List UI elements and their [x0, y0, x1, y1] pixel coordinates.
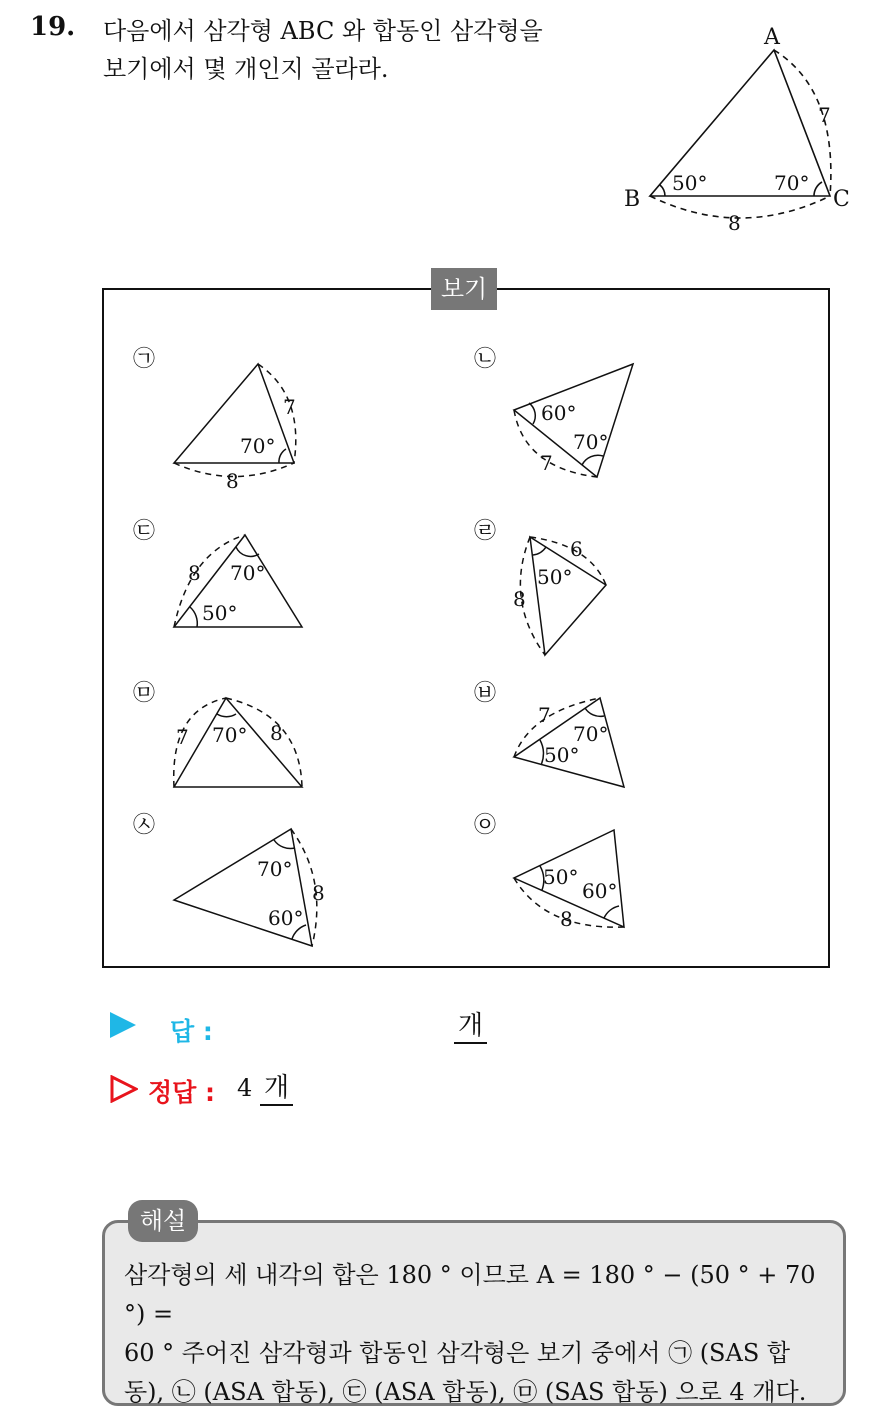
angle-arc	[274, 840, 295, 849]
c3-angle2: 50°	[202, 601, 238, 625]
side-ac-label: 7	[818, 103, 831, 127]
c4-side1: 6	[570, 537, 583, 561]
question-line-2: 보기에서 몇 개인지 골라라.	[103, 55, 389, 83]
angle-arc	[585, 708, 604, 716]
choice-label-4: ㉣	[474, 519, 497, 544]
explanation-text	[124, 1256, 824, 1412]
question-number: 19.	[30, 12, 76, 42]
explanation-line-1: 삼각형의 세 내각의 합은 180 ° 이므로 A = 180 ° − (50 ° + 70 °) =	[124, 1261, 816, 1328]
answer-unit: 개	[454, 1010, 487, 1044]
c6-angle1: 70°	[573, 722, 609, 746]
c8-angle2: 60°	[582, 879, 618, 903]
angle-arc	[533, 547, 546, 555]
c7-angle2: 60°	[268, 906, 304, 930]
side-bc-label: 8	[728, 211, 741, 235]
c8-side1: 8	[560, 907, 573, 931]
choice-label-5: ㉤	[133, 681, 156, 706]
question-line-1: 다음에서 삼각형 ABC 와 합동인 삼각형을	[103, 17, 543, 45]
correct-unit: 개	[260, 1072, 293, 1106]
triangle-choice-4	[530, 537, 606, 655]
c1-side1: 7	[283, 395, 296, 419]
c1-angle1: 70°	[240, 434, 276, 458]
angle-arc	[217, 714, 236, 717]
c5-angle1: 70°	[212, 723, 248, 747]
angle-b-label: 50°	[672, 171, 708, 195]
c7-angle1: 70°	[257, 857, 293, 881]
correct-value: 4	[237, 1074, 253, 1102]
explanation-line-3: 동), ㉡ (ASA 합동), ㉢ (ASA 합동), ㉤ (SAS 합동) 으로 4 개다.	[124, 1378, 807, 1406]
angle-arc	[190, 607, 197, 627]
choice-label-7: ㉦	[133, 813, 156, 838]
c3-side1: 8	[188, 561, 201, 585]
c2-angle1: 60°	[541, 401, 577, 425]
vertex-c-label: C	[833, 187, 850, 212]
angle-arc	[529, 403, 535, 424]
c5-side1: 7	[176, 725, 189, 749]
angle-arc	[604, 906, 619, 918]
c3-angle1: 70°	[230, 561, 266, 585]
angle-arc	[279, 449, 286, 463]
vertex-a-label: A	[764, 25, 780, 50]
angle-arc	[582, 455, 603, 465]
c2-angle2: 70°	[573, 430, 609, 454]
correct-arrow-icon	[110, 1075, 138, 1103]
c1-side2: 8	[226, 469, 239, 493]
c7-side1: 8	[312, 881, 325, 905]
explanation-title: 해설	[128, 1200, 198, 1242]
c2-side1: 7	[540, 451, 553, 475]
c4-angle1: 50°	[537, 565, 573, 589]
angle-c-label: 70°	[774, 171, 810, 195]
choice-label-6: ㉥	[474, 681, 497, 706]
bogi-title: 보기	[431, 268, 497, 310]
c8-angle1: 50°	[543, 865, 579, 889]
answer-label: 답 :	[170, 1017, 213, 1046]
answer-arrow-icon	[110, 1012, 136, 1038]
angle-arc	[540, 740, 543, 765]
choice-label-8: ㉧	[474, 813, 497, 838]
c6-angle2: 50°	[544, 743, 580, 767]
correct-label: 정답 :	[148, 1078, 216, 1107]
choice-label-3: ㉢	[133, 519, 156, 544]
choice-label-1: ㉠	[133, 347, 156, 372]
c6-side1: 7	[538, 703, 551, 727]
c5-side2: 8	[270, 721, 283, 745]
explanation-line-2: 60 ° 주어진 삼각형과 합동인 삼각형은 보기 중에서 ㉠ (SAS 합	[124, 1339, 791, 1367]
c4-side2: 8	[513, 587, 526, 611]
vertex-b-label: B	[624, 187, 641, 212]
choice-label-2: ㉡	[474, 347, 497, 372]
